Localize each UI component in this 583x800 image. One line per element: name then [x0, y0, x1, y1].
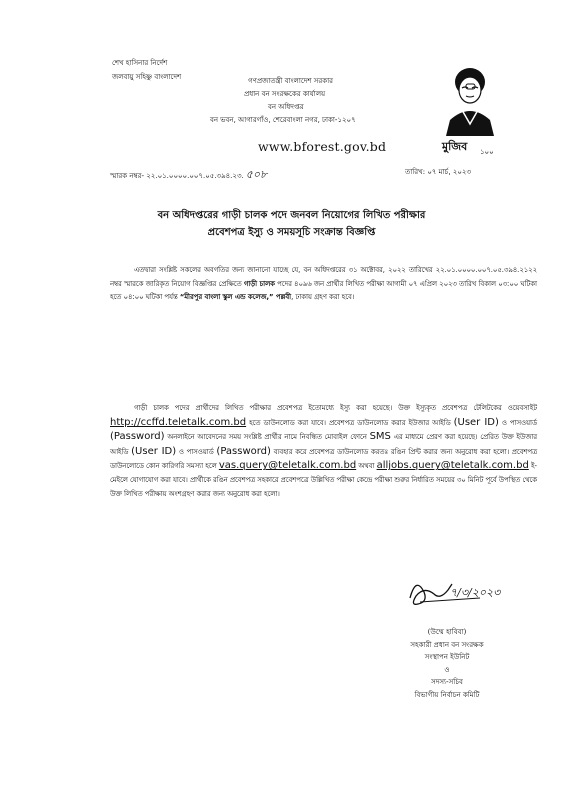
header-address: বন ভবন, আগারগাঁও, শেরেবাংলা নগর, ঢাকা-১২০৭: [210, 116, 356, 124]
logo-text: মুজিব: [442, 140, 468, 153]
para2-text-e: এর মাধ্যমে প্রেরণ করা হয়েছে। প্রেরিত উক্ত ইউজার আইডি: [110, 433, 537, 456]
user-id-term-2: (User ID): [131, 445, 177, 457]
header-office: প্রধান বন সংরক্ষকের কার্যালয়: [244, 90, 326, 98]
signatory-designation-4: বিভাগীয় নির্বাচন কমিটি: [414, 690, 480, 699]
mujib-portrait-logo: [440, 60, 500, 158]
para2-text-b: হতে ডাউনলোড করা যাবে। প্রবেশপত্র ডাউনলোড করার ইউজার আইডি: [249, 418, 451, 427]
para1-text-e: , ঢাকায় গ্রহণ করা হবে।: [291, 293, 355, 302]
para1-text-c: পদের ৪০৯৬ জন প্রার্থীর লিখিত পরীক্ষা আগামী ০৭ এপ্রিল ২০২৩ তারিখ বিকাল ০৩:০০ ঘটিকা হতে ০৪:০০ ঘটিকা পর্যন্ত: [110, 279, 537, 302]
slogan: [112, 56, 181, 84]
exam-venue: “মীরপুর বাংলা স্কুল এন্ড কলেজ,” পল্লবী: [179, 293, 292, 302]
signatory-connector: ও: [444, 665, 450, 674]
signature-date: ৭/৩/২০২৩: [450, 586, 501, 599]
signatory-designation-1: সহকারী প্রধান বন সংরক্ষক: [410, 640, 484, 649]
signature-image: [400, 568, 520, 618]
admit-card-link[interactable]: http://ccffd.teletalk.com.bd: [110, 416, 247, 428]
memo-reference: [110, 166, 267, 185]
para2-text-i: ই-মেইলে যোগাযোগ করা যাবে। প্রার্থীকে রঙিন প্রবেশপত্র সহকারে প্রবেশপত্রে উল্লিখিত পরীক্ষা কেন্দ্রে পরীক্ষা শুরুর নির্ধারিত সময়ের ৩০ মিনিট পূর্বে উপস্থিত থেকে উক্ত লিখিত পরীক্ষায় অংশগ্রহণ করার জন্য অনুরোধ করা হলো।: [110, 462, 538, 498]
user-id-term: (User ID): [453, 416, 499, 428]
notice-title-line-1: বন অধিদপ্তরের গাড়ী চালক পদে জনবল নিয়োগের লিখিত পরীক্ষার: [157, 210, 426, 221]
password-term-2: (Password): [216, 445, 271, 457]
vas-query-email-link[interactable]: vas.query@teletalk.com.bd: [218, 460, 357, 472]
paragraph-2: [110, 402, 537, 501]
header-department: বন অধিদপ্তর: [268, 103, 304, 111]
memo-ref-number: স্মারক নম্বর- ২২.০১.০০০০.০০৭.০৫.৩৯৪.২৩.: [110, 172, 244, 180]
memo-ref-handwritten: ৫০৮: [245, 168, 268, 181]
alljobs-query-email-link[interactable]: alljobs.query@teletalk.com.bd: [376, 460, 529, 472]
para2-text-c: ও পাসওয়ার্ড: [501, 418, 537, 427]
signatory-designation-2: সংস্থাপন ইউনিট: [424, 653, 470, 661]
slogan-line-1: শেখ হাসিনার নির্দেশ: [112, 59, 168, 67]
para2-text-g: ব্যবহার করে প্রবেশপত্র ডাউনলোড করতঃ রঙিন প্রিন্ট করার জন্য অনুরোধ করা হলো। প্রবেশপত্র ডাউনলোডে কোন কারিগরি সমস্যা হলে: [110, 447, 537, 471]
logo-year: ১০০: [480, 148, 494, 156]
para2-text-h: অথবা: [358, 462, 375, 471]
post-name: গাড়ী চালক: [243, 279, 275, 288]
password-term: (Password): [110, 431, 165, 443]
notice-title-line-2: প্রবেশপত্র ইস্যু ও সময়সূচি সংক্রান্ত বিজ্ঞপ্তি: [207, 227, 376, 238]
para2-text-d: অনলাইনে আবেদনের সময় সংশ্লিষ্ট প্রার্থীর নামে নিবন্ধিত মোবাইল ফোনে: [167, 433, 367, 442]
letterhead: [210, 75, 470, 127]
para2-text-a: গাড়ী চালক পদের প্রার্থীদের লিখিত পরীক্ষার প্রবেশপত্র ইতোমধ্যে ইস্যু করা হয়েছে। উক্ত ইস্যুকৃত প্রবেশপত্র টেলিটকের ওয়েবসাইট: [134, 404, 537, 412]
slogan-line-2: জলবায়ু সহিষ্ণু বাংলাদেশ: [112, 73, 182, 81]
para1-text-a: এতদ্বারা সংশ্লিষ্ট সকলের অবগতির জন্য জানানো যাচ্ছে যে, বন অধিদপ্তরের ৩১ অক্টোবর, ২০২২ তারিখের ২২.০১.০০০০.০০৭.০৫.৩৯৪.২১২২ নম্বর স্মারকে জারিকৃত নিয়োগ বিজ্ঞপ্তির প্রেক্ষিতে: [110, 266, 537, 288]
signatory-designation-3: সদস্য-সচিব: [431, 678, 463, 686]
para2-text-f: ও পাসওয়ার্ড: [178, 447, 214, 456]
paragraph-1: [110, 264, 537, 305]
sms-term: SMS: [369, 431, 391, 443]
memo-date: তারিখ: ০৭ মার্চ, ২০২৩: [405, 168, 471, 176]
header-govt: গণপ্রজাতন্ত্রী বাংলাদেশ সরকার: [248, 77, 333, 85]
signature-block: [392, 626, 502, 701]
signatory-name: (উম্মে হাবিবা): [427, 628, 467, 636]
website-link[interactable]: www.bforest.gov.bd: [258, 139, 387, 154]
